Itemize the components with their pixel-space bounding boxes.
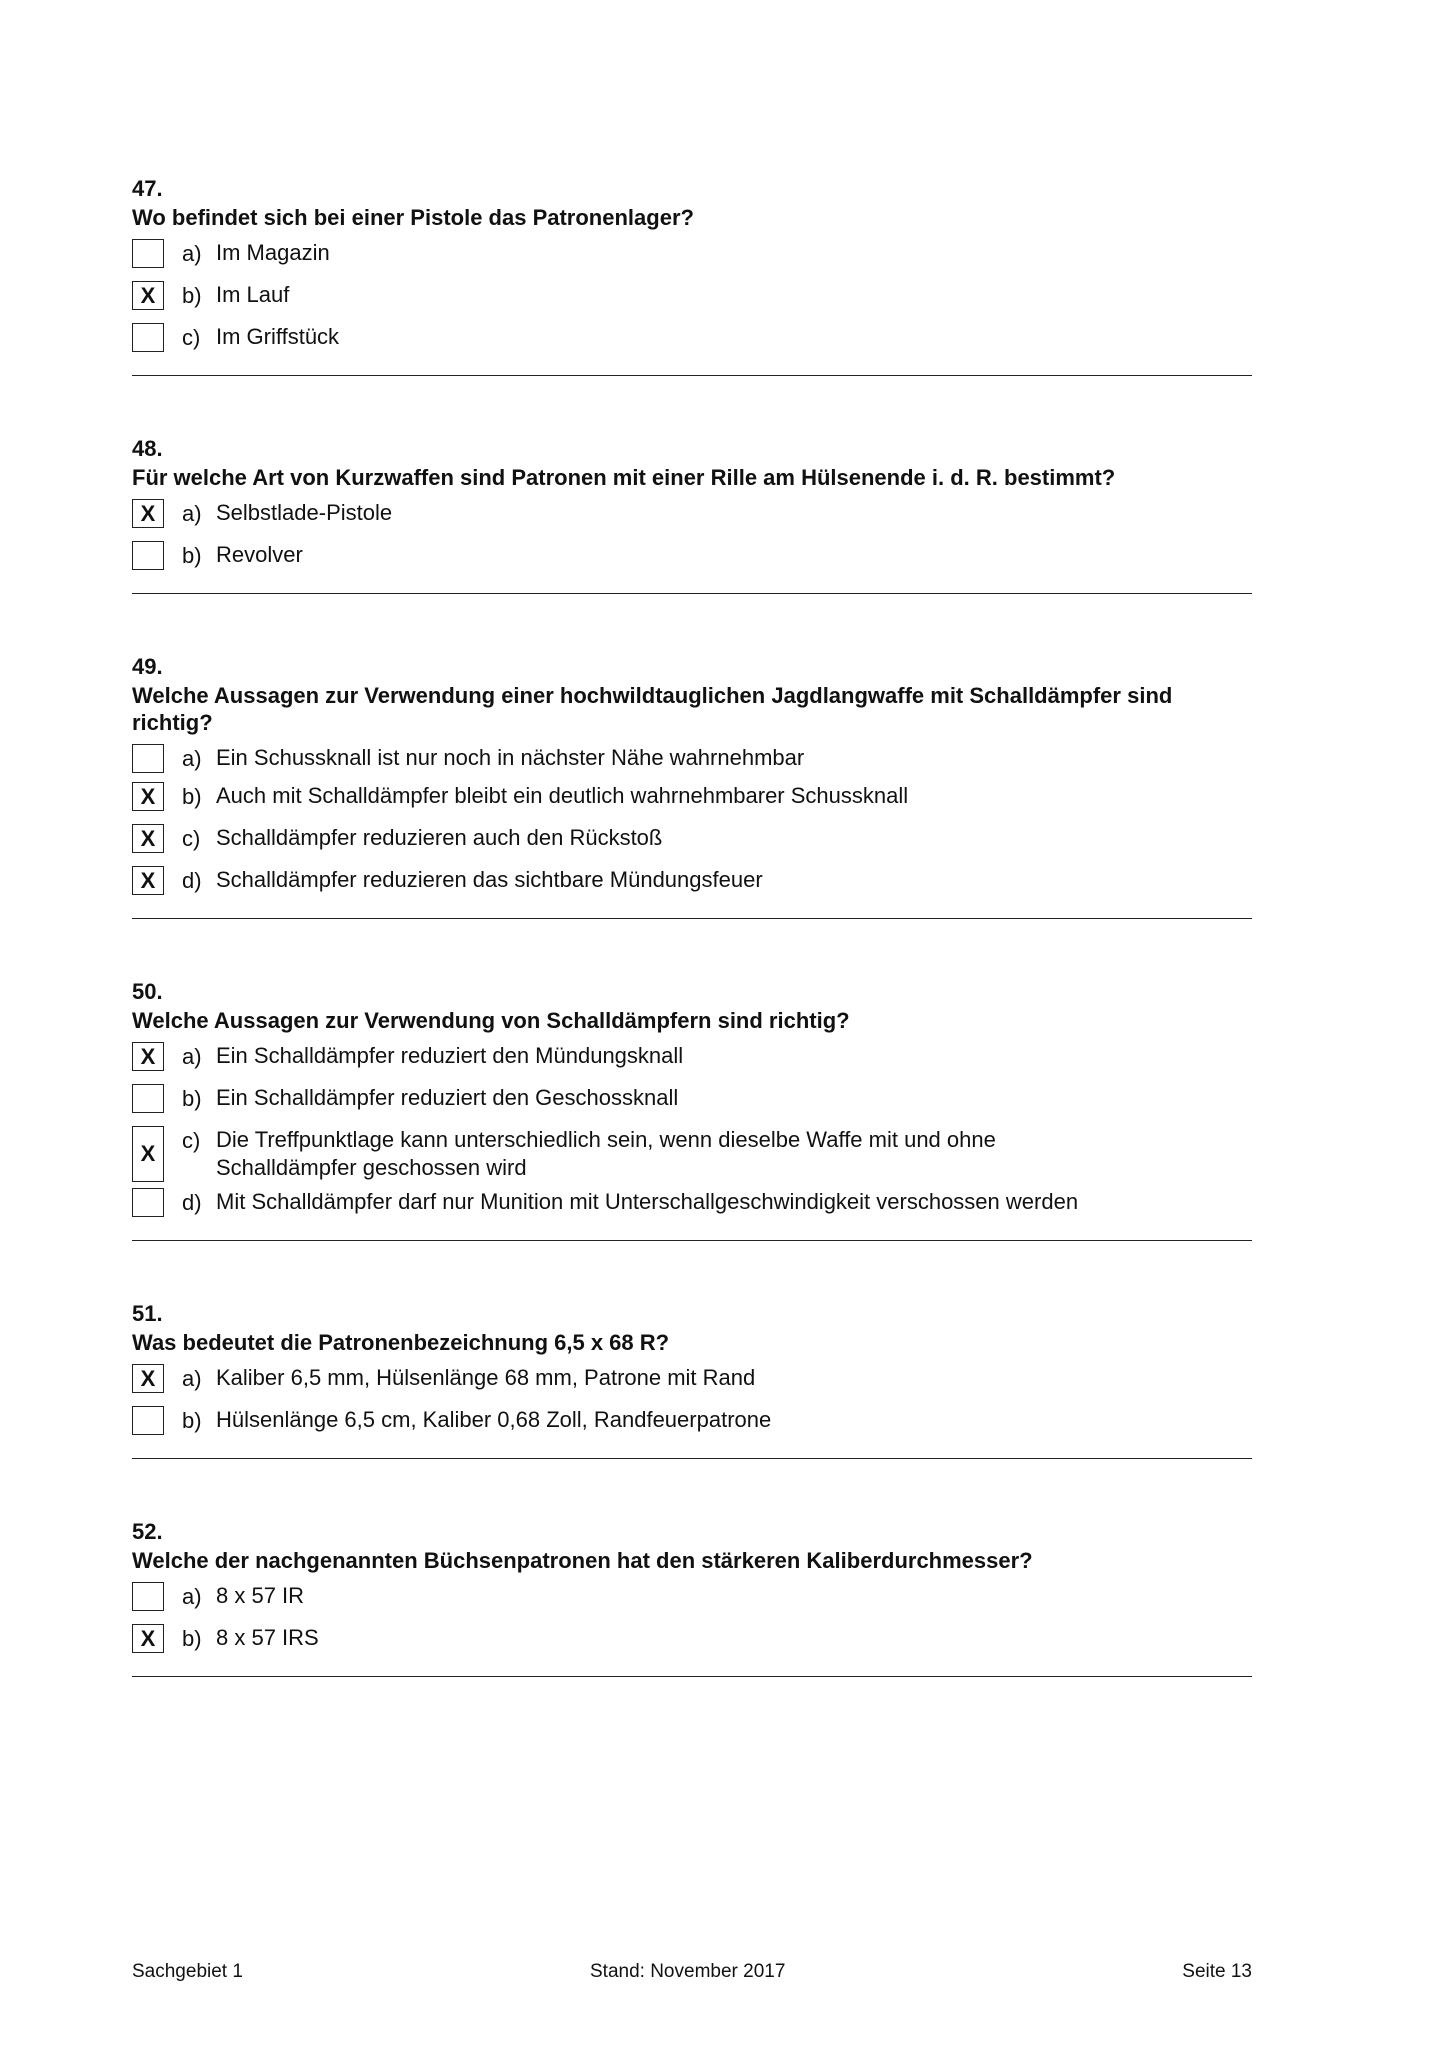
option-text: Schalldämpfer reduzieren das sichtbare Mündungsfeuer	[216, 867, 763, 892]
question-number: 50.	[132, 979, 163, 1004]
option-letter: a)	[182, 1366, 202, 1391]
answer-checkbox[interactable]	[132, 323, 164, 352]
question-52	[132, 1517, 1252, 1677]
answer-checkbox[interactable]	[132, 1084, 164, 1113]
answer-checkbox[interactable]: X	[132, 499, 164, 528]
option-text: 8 x 57 IR	[216, 1583, 305, 1608]
question-number: 49.	[132, 654, 163, 679]
option-letter: b)	[182, 1086, 202, 1111]
option-letter: b)	[182, 1408, 202, 1433]
answer-checkbox[interactable]: X	[132, 281, 164, 310]
question-text: Welche der nachgenannten Büchsenpatronen hat den stärkeren Kaliberdurchmesser?	[132, 1548, 1033, 1573]
question-text: Welche Aussagen zur Verwendung von Schalldämpfern sind richtig?	[132, 1008, 850, 1033]
footer-date: Stand: November 2017	[590, 1961, 786, 1982]
answer-option-a	[132, 239, 1252, 281]
answer-option-c	[132, 1126, 1252, 1188]
answer-checkbox[interactable]	[132, 239, 164, 268]
question-list	[132, 170, 1252, 1677]
question-47	[132, 174, 1252, 376]
question-49	[132, 652, 1252, 919]
answer-option-a	[132, 499, 1252, 541]
answer-checkbox[interactable]	[132, 1406, 164, 1435]
option-letter: c)	[182, 1128, 201, 1153]
option-letter: b)	[182, 543, 202, 568]
option-text: Revolver	[216, 542, 303, 567]
answer-option-d	[132, 1188, 1252, 1230]
option-letter: a)	[182, 501, 202, 526]
option-letter: a)	[182, 1044, 202, 1069]
option-text: Die Treffpunktlage kann unterschiedlich sein, wenn dieselbe Waffe mit und ohne Schalldämpfer geschossen wird	[216, 1127, 996, 1180]
answer-checkbox[interactable]: X	[132, 866, 164, 895]
page-footer	[132, 1960, 1252, 1984]
answer-checkbox[interactable]: X	[132, 1624, 164, 1653]
answer-option-b	[132, 1084, 1252, 1126]
option-text: Im Magazin	[216, 240, 330, 265]
answer-checkbox[interactable]: X	[132, 1042, 164, 1071]
answer-checkbox[interactable]	[132, 1582, 164, 1611]
option-letter: d)	[182, 1190, 202, 1215]
option-text: Ein Schalldämpfer reduziert den Geschossknall	[216, 1085, 679, 1110]
option-text: 8 x 57 IRS	[216, 1625, 319, 1650]
answer-checkbox[interactable]	[132, 1188, 164, 1217]
option-text: Ein Schussknall ist nur noch in nächster Nähe wahrnehmbar	[216, 745, 805, 770]
option-letter: d)	[182, 868, 202, 893]
answer-option-a	[132, 1364, 1252, 1406]
question-text: Für welche Art von Kurzwaffen sind Patronen mit einer Rille am Hülsenende i. d. R. bestimmt?	[132, 465, 1116, 490]
answer-option-c	[132, 824, 1252, 866]
option-text: Im Griffstück	[216, 324, 340, 349]
question-48	[132, 434, 1252, 594]
footer-section: Sachgebiet 1	[132, 1961, 243, 1982]
answer-checkbox[interactable]	[132, 744, 164, 773]
answer-option-b	[132, 1624, 1252, 1666]
option-text: Kaliber 6,5 mm, Hülsenlänge 68 mm, Patrone mit Rand	[216, 1365, 756, 1390]
question-number: 52.	[132, 1519, 163, 1544]
answer-option-b	[132, 541, 1252, 583]
footer-page-number: Seite 13	[1182, 1961, 1252, 1982]
option-text: Mit Schalldämpfer darf nur Munition mit Unterschallgeschwindigkeit verschossen werden	[216, 1189, 1079, 1214]
question-number: 48.	[132, 436, 163, 461]
answer-option-a	[132, 1042, 1252, 1084]
answer-option-c	[132, 323, 1252, 365]
answer-checkbox[interactable]: X	[132, 824, 164, 853]
option-text: Ein Schalldämpfer reduziert den Mündungsknall	[216, 1043, 684, 1068]
answer-option-b	[132, 782, 1252, 824]
option-letter: a)	[182, 746, 202, 771]
option-letter: c)	[182, 325, 201, 350]
answer-option-a	[132, 744, 1252, 782]
answer-option-a	[132, 1582, 1252, 1624]
question-51	[132, 1299, 1252, 1459]
option-letter: b)	[182, 283, 202, 308]
question-50	[132, 977, 1252, 1241]
answer-checkbox[interactable]: X	[132, 1364, 164, 1393]
question-text: Welche Aussagen zur Verwendung einer hochwildtauglichen Jagdlangwaffe mit Schalldämpfer sind richtig?	[132, 683, 1173, 735]
option-letter: b)	[182, 784, 202, 809]
answer-checkbox[interactable]: X	[132, 782, 164, 811]
option-letter: a)	[182, 1584, 202, 1609]
option-letter: b)	[182, 1626, 202, 1651]
question-number: 51.	[132, 1301, 163, 1326]
option-text: Auch mit Schalldämpfer bleibt ein deutlich wahrnehmbarer Schussknall	[216, 783, 909, 808]
question-text: Was bedeutet die Patronenbezeichnung 6,5 x 68 R?	[132, 1330, 670, 1355]
answer-checkbox[interactable]	[132, 541, 164, 570]
answer-option-d	[132, 866, 1252, 908]
option-text: Schalldämpfer reduzieren auch den Rückstoß	[216, 825, 663, 850]
option-text: Selbstlade-Pistole	[216, 500, 393, 525]
question-number: 47.	[132, 176, 163, 201]
question-text: Wo befindet sich bei einer Pistole das Patronenlager?	[132, 205, 694, 230]
option-text: Hülsenlänge 6,5 cm, Kaliber 0,68 Zoll, Randfeuerpatrone	[216, 1407, 772, 1432]
option-letter: c)	[182, 826, 201, 851]
answer-option-b	[132, 1406, 1252, 1448]
option-text: Im Lauf	[216, 282, 290, 307]
answer-checkbox[interactable]: X	[132, 1126, 164, 1182]
answer-option-b	[132, 281, 1252, 323]
option-letter: a)	[182, 241, 202, 266]
